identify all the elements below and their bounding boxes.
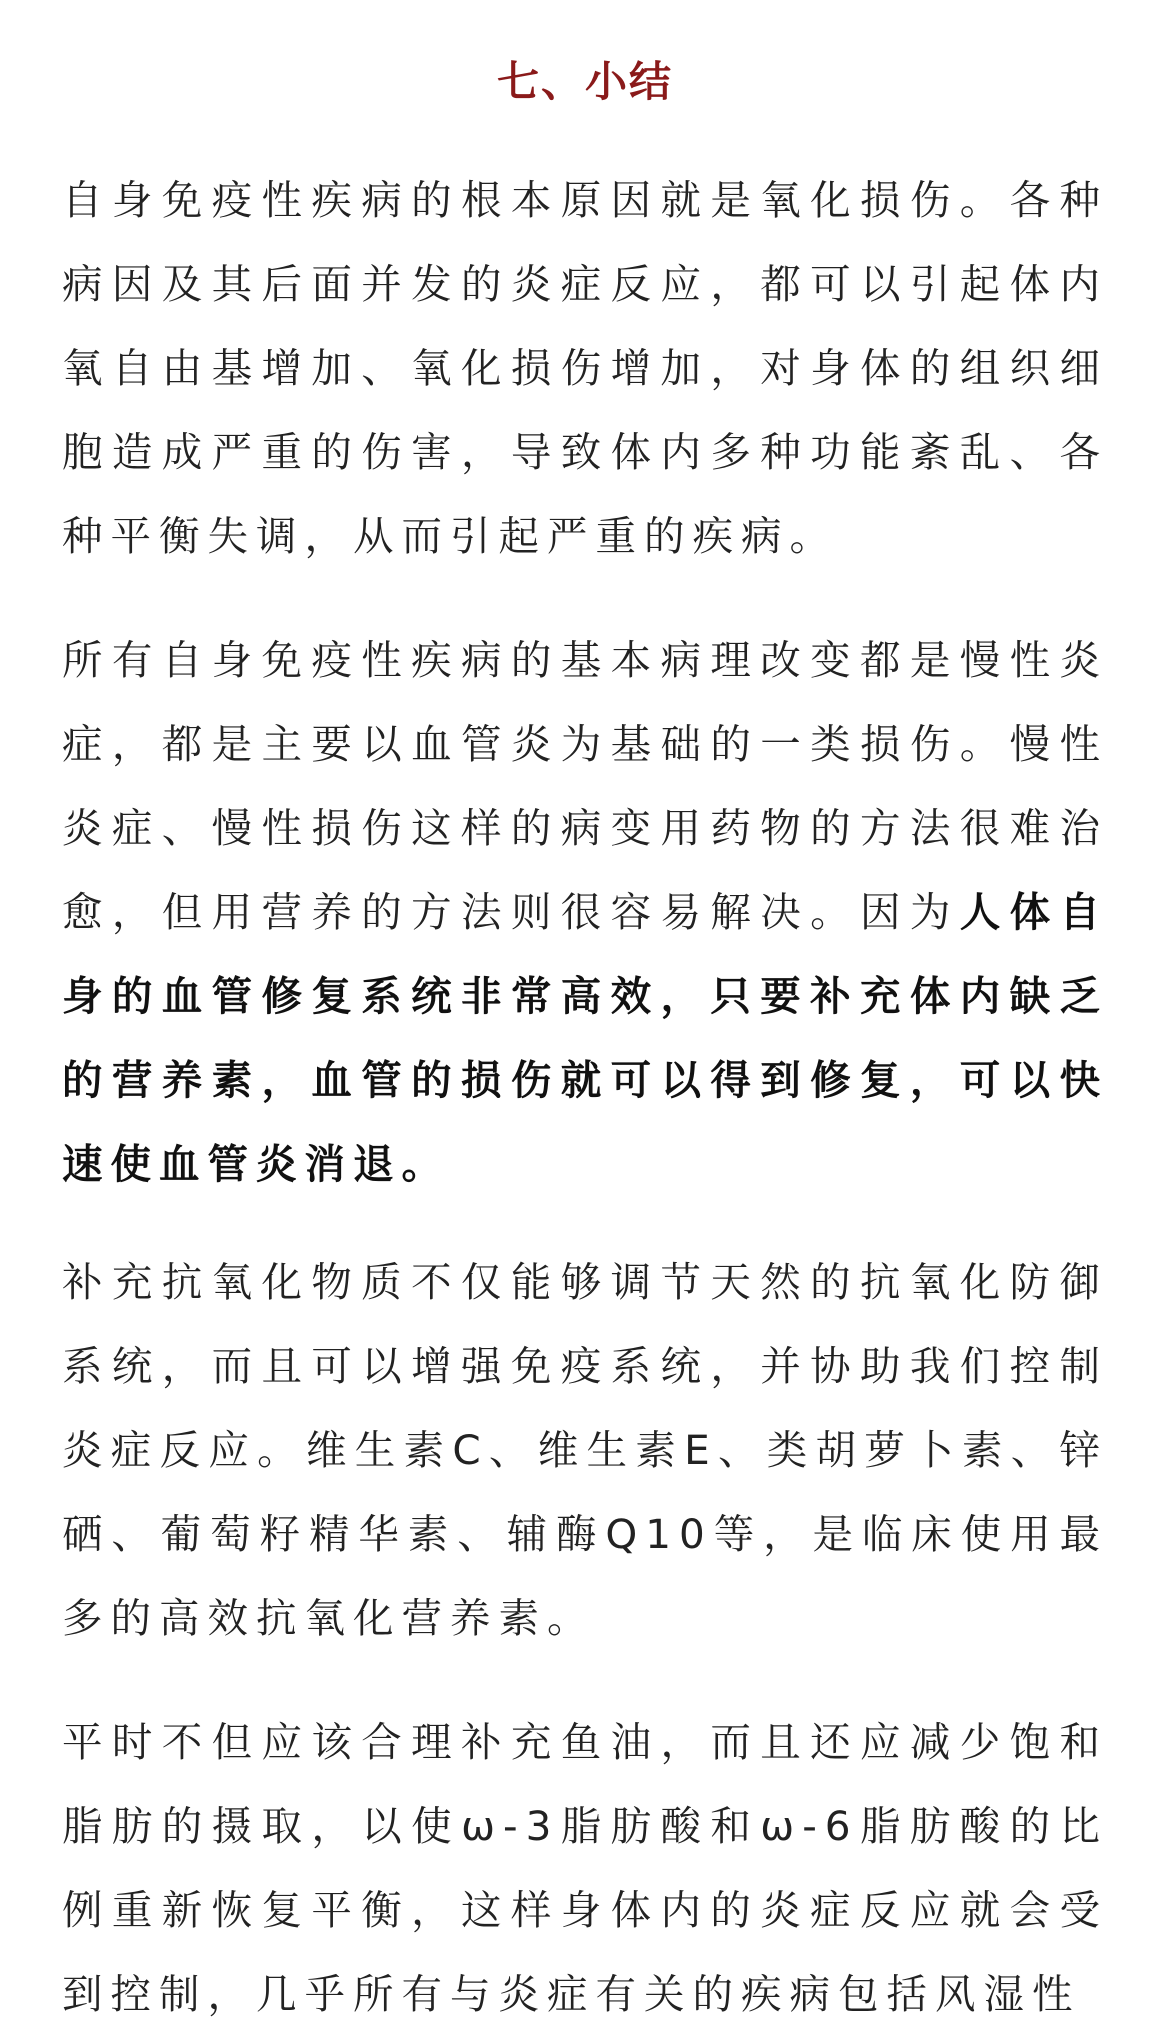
paragraph-text: 补充抗氧化物质不仅能够调节天然的抗氧化防御系统，而且可以增强免疫系统，并协助我们控制炎症反应。维生素C、维生素E、类胡萝卜素、锌硒、葡萄籽精华素、辅酶Q10等，是临床使用最多的高效抗氧化营养素。 xyxy=(62,1258,1108,1642)
paragraph xyxy=(62,1240,1108,1660)
paragraph xyxy=(62,618,1108,1206)
section-title: 七、小结 xyxy=(496,57,673,106)
paragraph-bold-text: 人体自身的血管修复系统非常高效，只要补充体内缺乏的营养素，血管的损伤就可以得到修复，可以快速使血管炎消退。 xyxy=(62,888,1108,1188)
paragraph-text: 自身免疫性疾病的根本原因就是氧化损伤。各种病因及其后面并发的炎症反应，都可以引起体内氧自由基增加、氧化损伤增加，对身体的组织细胞造成严重的伤害，导致体内多种功能紊乱、各种平衡失调，从而引起严重的疾病。 xyxy=(62,176,1108,560)
paragraph xyxy=(62,158,1108,578)
paragraph-text: 平时不但应该合理补充鱼油，而且还应减少饱和脂肪的摄取，以使ω-3脂肪酸和ω-6脂肪酸的比例重新恢复平衡，这样身体内的炎症反应就会受到控制，几乎所有与炎症有关的疾病包括风湿性 xyxy=(62,1718,1108,2017)
paragraph xyxy=(62,1700,1108,2017)
paragraph-text: 所有自身免疫性疾病的基本病理改变都是慢性炎症，都是主要以血管炎为基础的一类损伤。慢性炎症、慢性损伤这样的病变用药物的方法很难治愈，但用营养的方法则很容易解决。因为 xyxy=(62,636,1108,936)
